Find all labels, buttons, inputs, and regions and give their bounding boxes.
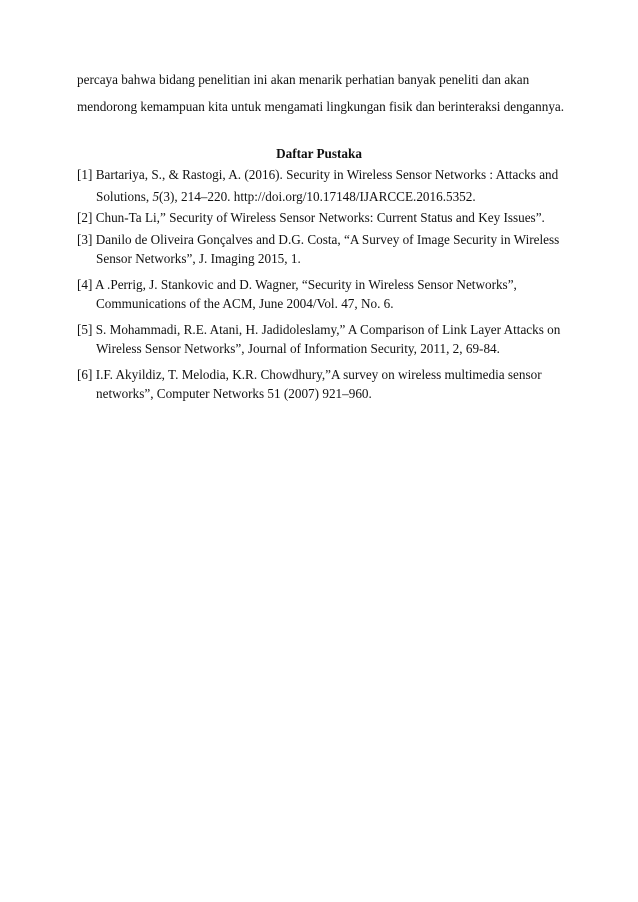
- intro-line-2: mendorong kemampuan kita untuk mengamati lingkungan fisik dan berinteraksi dengannya.: [77, 99, 565, 114]
- reference-1: [77, 164, 577, 208]
- reference-1-line-1: [77, 164, 577, 186]
- reference-3: [77, 230, 577, 268]
- reference-1-number: [1]: [77, 167, 93, 182]
- reference-5-text-line-1: S. Mohammadi, R.E. Atani, H. Jadidoleslamy,” A Comparison of Link Layer Attacks on: [95, 322, 561, 337]
- intro-line-1: percaya bahwa bidang penelitian ini akan menarik perhatian banyak peneliti dan akan: [77, 72, 530, 87]
- reference-6-line-2: networks”, Computer Networks 51 (2007) 921–960.: [96, 386, 372, 401]
- reference-4-line-1: [77, 275, 577, 294]
- reference-5-number: [5]: [77, 322, 93, 337]
- reference-3-number: [3]: [77, 232, 93, 247]
- intro-paragraph: [77, 66, 577, 120]
- reference-6-number: [6]: [77, 367, 93, 382]
- reference-4: [77, 275, 577, 313]
- reference-6: [77, 365, 577, 403]
- reference-5: [77, 320, 577, 358]
- reference-2-line-1: [77, 207, 577, 229]
- reference-5-line-2: Wireless Sensor Networks”, Journal of Information Security, 2011, 2, 69-84.: [96, 341, 500, 356]
- reference-1-text-line-1: Bartariya, S., & Rastogi, A. (2016). Security in Wireless Sensor Networks : Attacks and: [95, 167, 559, 182]
- reference-3-line-2: Sensor Networks”, J. Imaging 2015, 1.: [96, 251, 301, 266]
- reference-3-line-1: [77, 230, 577, 249]
- reference-4-number: [4]: [77, 277, 93, 292]
- reference-2: [77, 207, 577, 229]
- reference-4-text-line-1: A .Perrig, J. Stankovic and D. Wagner, “Security in Wireless Sensor Networks”,: [94, 277, 517, 292]
- reference-4-line-2: Communications of the ACM, June 2004/Vol. 47, No. 6.: [96, 296, 394, 311]
- bibliography-heading: Daftar Pustaka: [276, 146, 362, 161]
- reference-1-volume: 5: [152, 189, 160, 204]
- reference-3-text-line-1: Danilo de Oliveira Gonçalves and D.G. Costa, “A Survey of Image Security in Wireless: [95, 232, 560, 247]
- reference-1-line-2: [77, 186, 577, 208]
- reference-1-text-pre: Solutions,: [96, 189, 153, 204]
- reference-2-number: [2]: [77, 210, 93, 225]
- reference-1-text-post: (3), 214–220. http://doi.org/10.17148/IJARCCE.2016.5352.: [159, 189, 476, 204]
- reference-2-text-line-1: Chun-Ta Li,” Security of Wireless Sensor Networks: Current Status and Key Issues”.: [95, 210, 545, 225]
- reference-6-text-line-1: I.F. Akyildiz, T. Melodia, K.R. Chowdhury,”A survey on wireless multimedia sensor: [95, 367, 542, 382]
- reference-5-line-1: [77, 320, 577, 339]
- reference-6-line-1: [77, 365, 577, 384]
